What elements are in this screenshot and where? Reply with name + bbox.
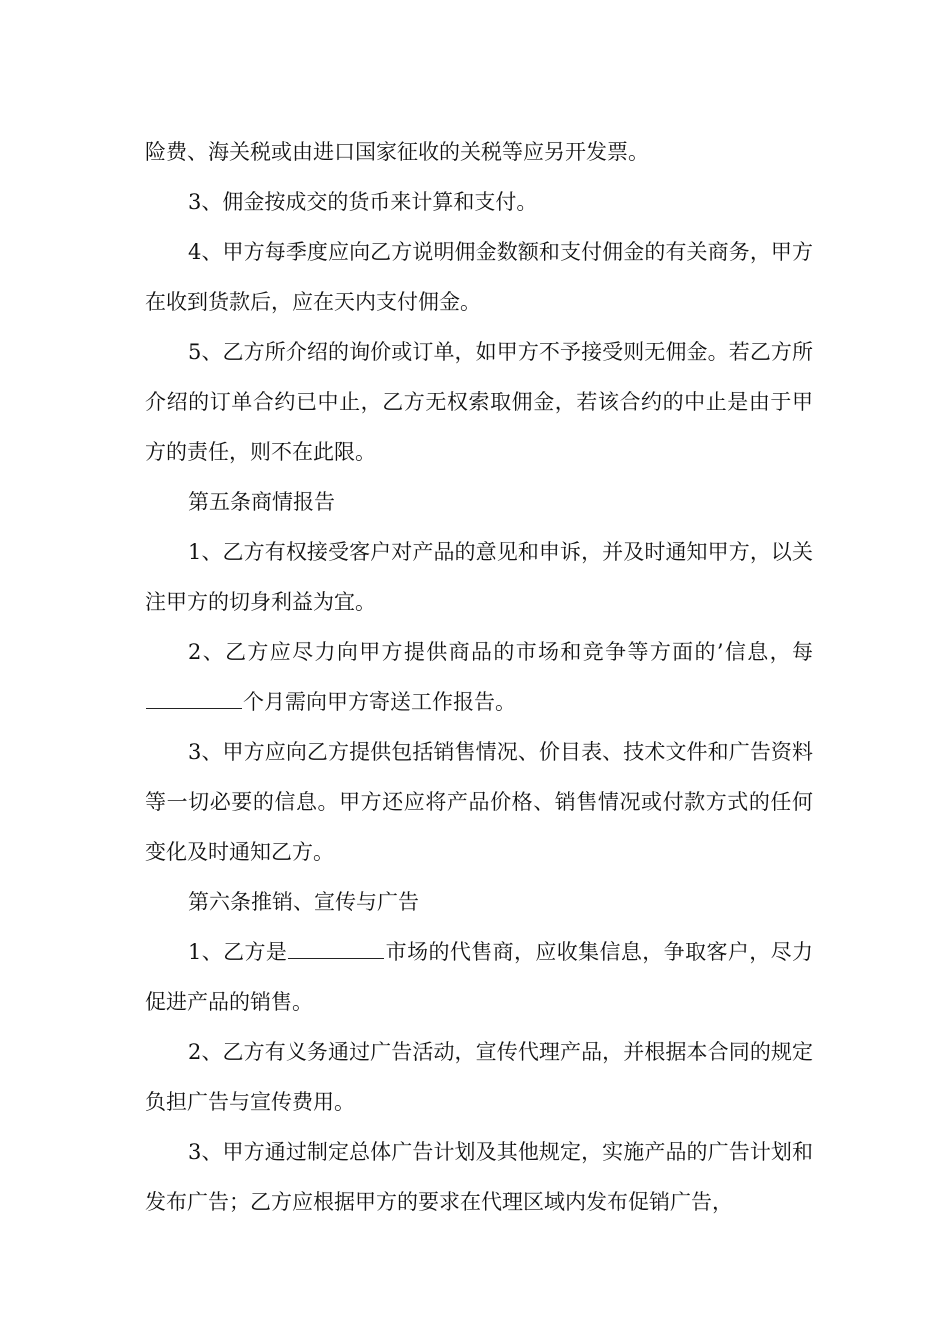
clause-no-commission bbox=[145, 327, 813, 477]
clause-provide-info bbox=[145, 727, 813, 877]
paragraph-text: 5、乙方所介绍的询价或订单，如甲方不予接受则无佣金。若乙方所介绍的订单合约已中止，乙方无权索取佣金，若该合约的中止是由于甲方的责任，则不在此限。 bbox=[145, 340, 813, 464]
clause-quarterly-statement bbox=[145, 227, 813, 327]
paragraph-text: 3、甲方通过制定总体广告计划及其他规定，实施产品的广告计划和发布广告；乙方应根据甲方的要求在代理区域内发布促销广告， bbox=[145, 1140, 813, 1214]
clause-advertising-plan bbox=[145, 1127, 813, 1227]
clause-advertising-duty bbox=[145, 1027, 813, 1127]
paragraph-text: 2、乙方应尽力向甲方提供商品的市场和竞争等方面的’信息，每 bbox=[188, 640, 813, 664]
paragraph-text: 3、佣金按成交的货币来计算和支付。 bbox=[188, 190, 538, 214]
clause-market-info bbox=[145, 627, 813, 727]
clause-agent-market bbox=[145, 927, 813, 1027]
paragraph-text: 1、乙方有权接受客户对产品的意见和申诉，并及时通知甲方，以关注甲方的切身利益为宜。 bbox=[145, 540, 813, 614]
clause-commission-currency bbox=[145, 177, 813, 227]
paragraph-text: 3、甲方应向乙方提供包括销售情况、价目表、技术文件和广告资料等一切必要的信息。甲方还应将产品价格、销售情况或付款方式的任何变化及时通知乙方。 bbox=[145, 740, 813, 864]
section-title: 第六条推销、宣传与广告 bbox=[188, 890, 419, 914]
fill-in-blank bbox=[146, 688, 242, 709]
paragraph-text: 市场的代售商，应收集信息，争取客户，尽力促进产品的销售。 bbox=[145, 940, 813, 1014]
fill-in-blank bbox=[288, 938, 384, 959]
section-title: 第五条商情报告 bbox=[188, 490, 335, 514]
paragraph-text: 2、乙方有义务通过广告活动，宣传代理产品，并根据本合同的规定负担广告与宣传费用。 bbox=[145, 1040, 813, 1114]
paragraph-text: 4、甲方每季度应向乙方说明佣金数额和支付佣金的有关商务，甲方在收到货款后，应在天内支付佣金。 bbox=[145, 240, 813, 314]
paragraph-continuation bbox=[145, 127, 813, 177]
section-heading-5 bbox=[145, 477, 813, 527]
section-heading-6 bbox=[145, 877, 813, 927]
paragraph-text: 1、乙方是 bbox=[188, 940, 288, 964]
clause-customer-feedback bbox=[145, 527, 813, 627]
paragraph-text: 险费、海关税或由进口国家征收的关税等应另开发票。 bbox=[145, 140, 649, 164]
document-body bbox=[145, 127, 813, 1227]
paragraph-text: 个月需向甲方寄送工作报告。 bbox=[243, 690, 516, 714]
